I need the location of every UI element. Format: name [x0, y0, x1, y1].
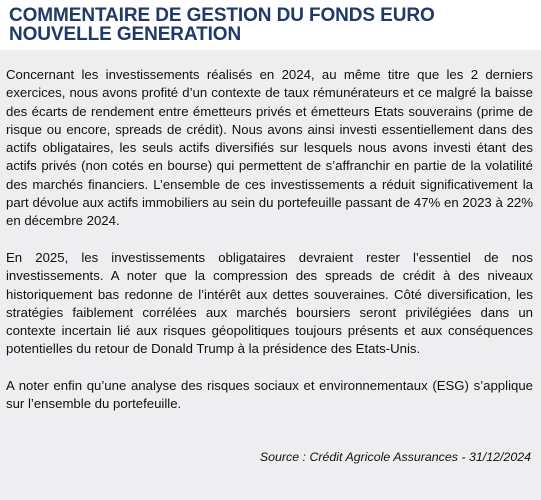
paragraph-esg: A noter enfin qu’une analyse des risques sociaux et environnementaux (ESG) s’applique sur l’ensemble du portefeuille.: [6, 378, 533, 412]
source-note: Source : Crédit Agricole Assurances - 31/12/2024: [259, 450, 531, 464]
paragraph-investissements-2024: Concernant les investissements réalisés en 2024, au même titre que les 2 derniers exercices, nous avons profité d’un contexte de taux rémunérateurs et ce malgré la baisse des écarts de rendement entre émetteurs privés et émetteurs Etats souverains (prime de risque ou encore, spreads de crédit). Nous avons ainsi investi essentiellement dans des actifs obligataires, les seuls actifs diversifiés sur lesquels nous avons investi étant des actifs privés (non cotés en bourse) qui permettent de s’affranchir en partie de la volatilité des marchés financiers. L’ensemble de ces investissements a réduit significativement la part dévolue aux actifs immobiliers au sein du portefeuille passant de 47% en 2023 à 22% en décembre 2024.: [6, 67, 533, 229]
header: [0, 0, 541, 46]
paragraph-perspectives-2025: En 2025, les investissements obligataires devraient rester l’essentiel de nos investissements. A noter que la compression des spreads de crédit à des niveaux historiquement bas redonne de l’intérêt aux dettes souveraines. Côté diversification, les stratégies faiblement corrélées aux marchés boursiers seront privilégiées dans un contexte incertain lié aux risques géopolitiques toujours présents et aux conséquences potentielles du retour de Donald Trump à la présidence des Etats-Unis.: [6, 249, 533, 357]
commentary-body: [6, 66, 533, 432]
page-title: COMMENTAIRE DE GESTION DU FONDS EURO NOUVELLE GENERATION: [9, 5, 435, 45]
